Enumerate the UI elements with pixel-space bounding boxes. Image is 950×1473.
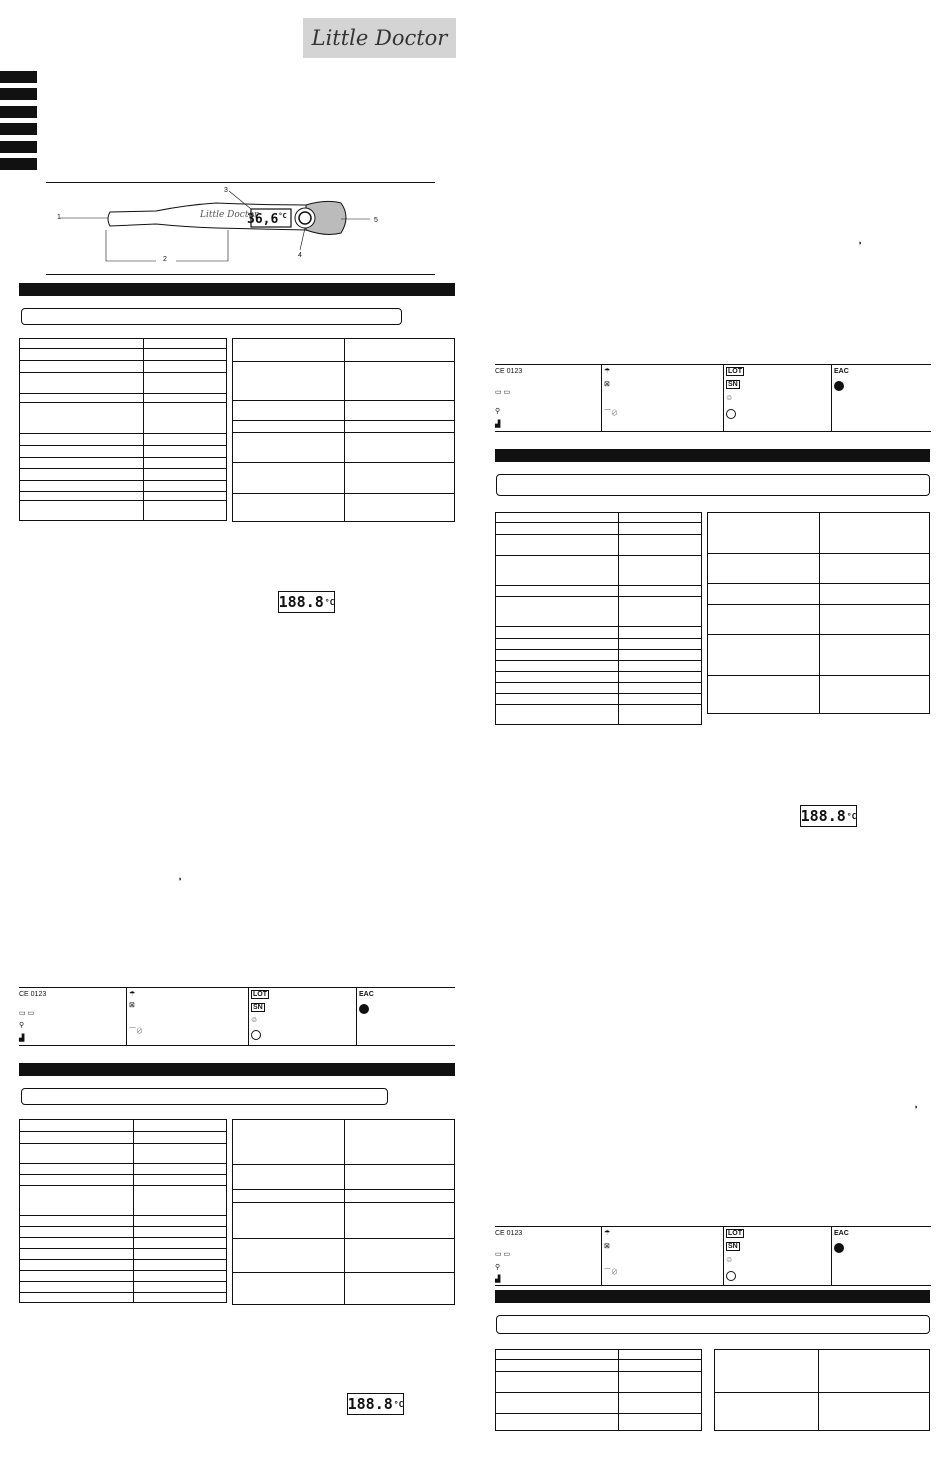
keep-dry-icon: ☂ [604,1230,611,1237]
lot-icon: LOT [728,368,742,375]
thermometer-display-reading: $36,6^{^\circ C}$ [247,212,287,227]
certification-icon [359,1004,369,1014]
callout-2: 2 [163,256,167,263]
bf-type-icon: ⚲ [495,1264,501,1271]
certification-icon [834,381,844,391]
bf-type-icon: ⚲ [19,1022,25,1029]
troubleshooting-table [714,1349,930,1431]
keep-dry-icon: ☂ [129,991,136,998]
eac-icon: EAC [834,1230,849,1237]
section-subheader-box [21,308,402,325]
lcd-full-display: 188.8 °C [278,593,335,611]
symbols-table [19,987,455,1046]
brand-logo: Little Doctor [303,18,456,58]
manufacturer-icon: ▟ [495,1276,501,1283]
troubleshooting-table [707,512,930,714]
manufacturer-icon: ▟ [495,421,501,428]
humidity-icon: ⌒⊘ [129,1028,143,1035]
callout-1: 1 [57,214,61,221]
eac-icon: EAC [834,368,849,375]
language-tab[interactable] [0,141,37,153]
battery-icon: ◗ [858,240,863,247]
battery-icon: ◗ [914,1104,919,1111]
eac-icon: EAC [359,991,374,998]
lot-icon: LOT [253,991,267,998]
sn-icon: SN [728,1243,738,1250]
thermometer-diagram [46,183,435,273]
info-icon [251,1030,261,1040]
recycle-icon: ♲ [726,395,733,402]
lcd-full-display: 188.8 °C [800,807,857,825]
bf-type-icon: ⚲ [495,408,501,415]
weee-icon: ⊠ [129,1002,135,1009]
humidity-icon: ⌒⊘ [604,1269,618,1276]
specs-table [19,338,227,521]
sn-icon: SN [253,1004,263,1011]
language-tab[interactable] [0,158,37,170]
language-tab[interactable] [0,123,37,135]
language-tab[interactable] [0,71,37,83]
troubleshooting-table [232,1119,455,1305]
diagram-bottom-rule [46,274,435,275]
certification-icon [834,1243,844,1253]
manufacturer-icon: ▟ [19,1035,25,1042]
info-icon [726,1271,736,1281]
ce-mark-icon: CE 0123 [495,1230,523,1237]
callout-3: 3 [224,187,228,194]
specs-table [495,512,702,725]
weee-icon: ⊠ [604,1243,610,1250]
lot-icon: LOT [728,1230,742,1237]
temperature-range-icon: ▭ ▭ [495,389,511,396]
sn-icon: SN [728,381,738,388]
section-subheader-box [496,474,930,496]
lcd-full-display: 188.8 °C [347,1395,404,1413]
callout-4: 4 [298,252,302,259]
specs-table [19,1119,227,1303]
battery-icon: ◗ [178,876,183,883]
section-header-bar [495,449,930,462]
specs-table [495,1349,702,1431]
ce-mark-icon: CE 0123 [19,991,47,998]
symbols-table [495,364,931,432]
language-tab[interactable] [0,88,37,100]
section-header-bar [19,283,455,296]
temperature-range-icon: ▭ ▭ [495,1251,511,1258]
humidity-icon: ⌒⊘ [604,410,618,417]
callout-5: 5 [374,217,378,224]
weee-icon: ⊠ [604,381,610,388]
section-header-bar [495,1290,930,1303]
thermometer-brand-text: Little Doctor [200,210,259,220]
section-subheader-box [21,1088,388,1105]
ce-mark-icon: CE 0123 [495,368,523,375]
temperature-range-icon: ▭ ▭ [19,1010,35,1017]
symbols-table [495,1226,931,1286]
info-icon [726,409,736,419]
section-subheader-box [496,1315,930,1334]
recycle-icon: ♲ [726,1257,733,1264]
keep-dry-icon: ☂ [604,368,611,375]
section-header-bar [19,1063,455,1076]
recycle-icon: ♲ [251,1017,258,1024]
language-tab[interactable] [0,106,37,118]
troubleshooting-table [232,338,455,522]
